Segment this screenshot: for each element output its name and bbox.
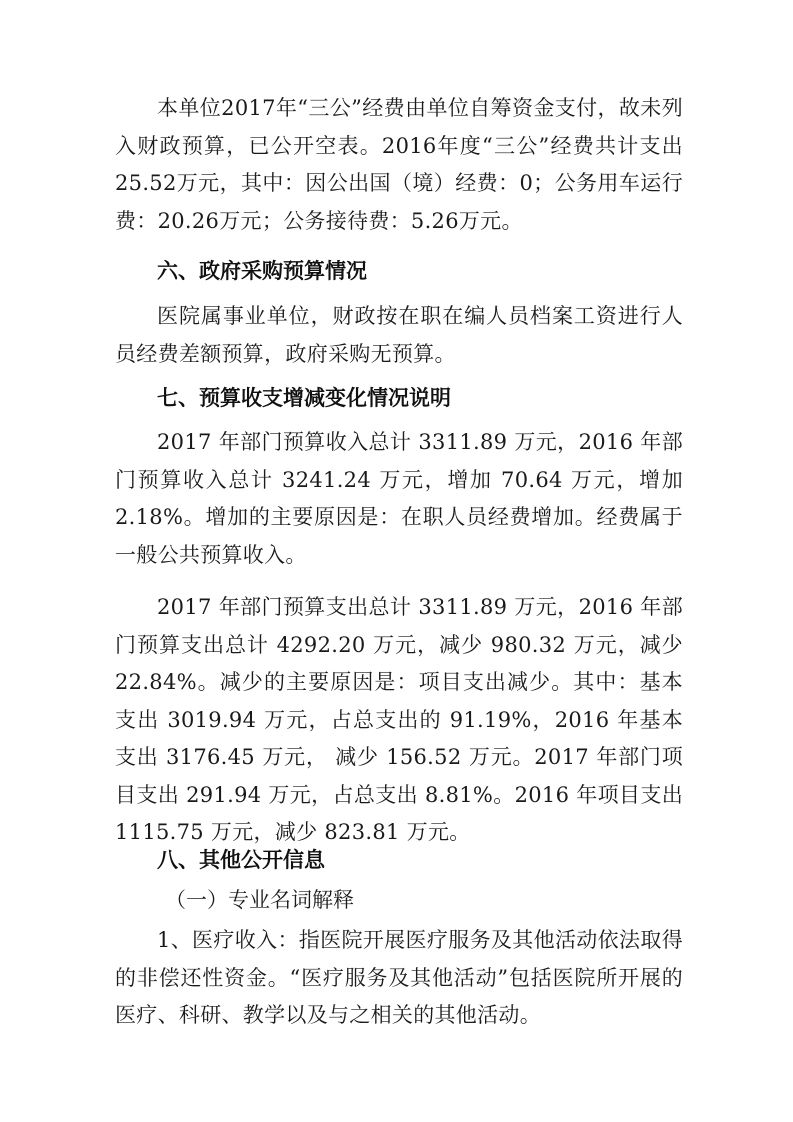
section-heading-other-info: 八、其他公开信息 (157, 848, 325, 872)
section-heading-budget-changes: 七、预算收支增减变化情况说明 (157, 386, 451, 410)
paragraph-sangong-expenses: 本单位2017年“三公”经费由单位自筹资金支付，故未列入财政预算，已公开空表。2016年度“三公”经费共计支出25.52万元，其中：因公出国（境）经费：0；公务用车运行费：20.26万元；公务接待费：5.26万元。 (115, 96, 683, 233)
paragraph-government-procurement: 医院属事业单位，财政按在职在编人员档案工资进行人员经费差额预算，政府采购无预算。 (115, 304, 683, 366)
section-heading-government-procurement: 六、政府采购预算情况 (157, 259, 367, 283)
paragraph-medical-income-definition: 1、医疗收入：指医院开展医疗服务及其他活动依法取得的非偿还性资金。“医疗服务及其他活动”包括医院所开展的医疗、科研、教学以及与之相关的其他活动。 (115, 928, 683, 1027)
subsection-heading-terms: （一）专业名词解释 (165, 888, 354, 912)
paragraph-budget-expense: 2017 年部门预算支出总计 3311.89 万元，2016 年部门预算支出总计 4292.20 万元，减少 980.32 万元，减少 22.84%。减少的主要原因是：项目支出减少。其中：基本支出 3019.94 万元，占总支出的 91.19%，2016 年基本支出 3176.45 万元， 减少 156.52 万元。2017 年部门项目支出 291.94 万元，占总支出 8.81%。2016 年项目支出 1115.75 万元，减少 823.81 万元。 (115, 595, 683, 844)
paragraph-budget-income: 2017 年部门预算收入总计 3311.89 万元，2016 年部门预算收入总计 3241.24 万元，增加 70.64 万元，增加 2.18%。增加的主要原因是：在职人员经费增加。经费属于一般公共预算收入。 (115, 430, 683, 567)
